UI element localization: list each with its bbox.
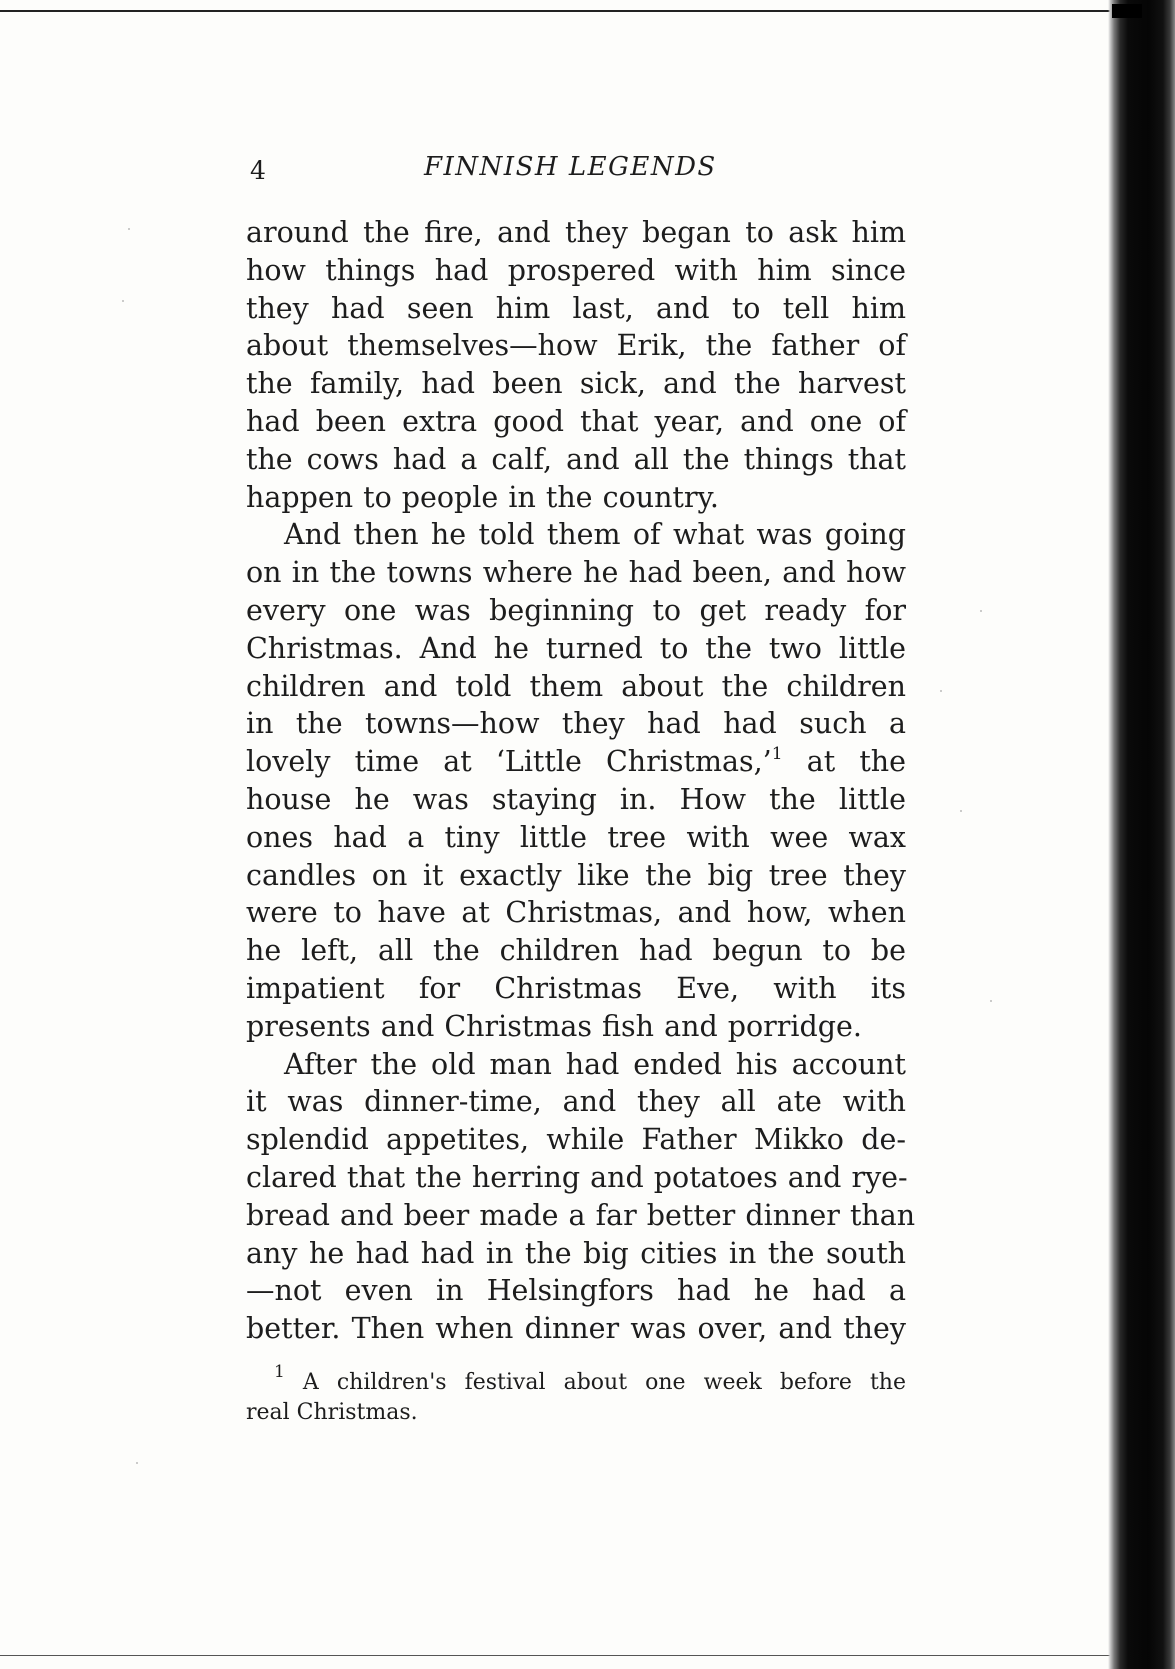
text-line: had been extra good that year, and one of xyxy=(246,404,906,438)
text-line: impatient for Christmas Eve, with its xyxy=(246,971,906,1005)
text-line: about themselves—how Erik, the father of xyxy=(246,329,906,363)
text-line: better. Then when dinner was over, and they xyxy=(246,1312,906,1346)
paper-speck xyxy=(940,690,942,692)
footnote-ref: 1 xyxy=(771,744,783,765)
paragraph-3 xyxy=(246,1046,916,1348)
text-line: any he had had in the big cities in the south xyxy=(246,1236,906,1270)
text-line: it was dinner-time, and they all ate with xyxy=(246,1085,906,1119)
text-line: he left, all the children had begun to be xyxy=(246,934,906,968)
text-line: presents and Christmas fish and porridge. xyxy=(246,1009,862,1043)
running-head: FINNISH LEGENDS xyxy=(424,152,717,182)
text-line: clared that the herring and potatoes and rye- xyxy=(246,1160,908,1194)
text-fragment: lovely time at ‘Little Christmas,’ xyxy=(246,745,772,779)
page-number: 4 xyxy=(250,156,266,185)
text-line: the cows had a calf, and all the things that xyxy=(246,442,906,476)
text-line: After the old man had ended his account xyxy=(284,1047,906,1081)
paper-speck xyxy=(980,610,982,612)
top-rule xyxy=(0,10,1110,12)
text-line: ones had a tiny little tree with wee wax xyxy=(246,820,906,854)
text-line: around the fire, and they began to ask him xyxy=(246,216,906,249)
text-line: house he was staying in. How the little xyxy=(246,782,906,816)
footnote-line xyxy=(246,1362,906,1398)
text-line: on in the towns where he had been, and how xyxy=(246,556,906,590)
paper-speck xyxy=(128,228,130,230)
bottom-rule xyxy=(0,1655,1130,1656)
text-line: Christmas. And he turned to the two little xyxy=(246,631,906,665)
text-line: splendid appetites, while Father Mikko de- xyxy=(246,1123,906,1157)
text-line: they had seen him last, and to tell him xyxy=(246,291,906,325)
text-line: And then he told them of what was going xyxy=(284,518,906,552)
text-line: in the towns—how they had had such a xyxy=(246,707,906,741)
paper-speck xyxy=(136,1462,138,1464)
text-fragment: at the xyxy=(782,745,906,779)
text-line: bread and beer made a far better dinner than xyxy=(246,1198,916,1232)
text-line: —not even in Helsingfors had he had a xyxy=(246,1274,906,1308)
footnote xyxy=(246,1362,906,1428)
footnote-line: real Christmas. xyxy=(246,1400,418,1425)
paragraph-2 xyxy=(246,516,906,1045)
footnote-marker: 1 xyxy=(274,1362,285,1383)
paper-speck xyxy=(122,300,124,302)
text-line: happen to people in the country. xyxy=(246,480,719,514)
text-line: the family, had been sick, and the harvest xyxy=(246,367,906,401)
text-line: candles on it exactly like the big tree they xyxy=(246,858,906,892)
binding-gutter xyxy=(1108,0,1175,1669)
binding-mark xyxy=(1112,4,1142,18)
paper-speck xyxy=(960,810,962,812)
text-line: how things had prospered with him since xyxy=(246,253,906,287)
text-line: children and told them about the children xyxy=(246,669,906,703)
text-line: every one was beginning to get ready for xyxy=(246,593,906,627)
paper-speck xyxy=(990,1000,992,1002)
footnote-text: A children's festival about one week before the xyxy=(284,1370,906,1395)
paragraph-1 xyxy=(246,214,906,516)
text-line: were to have at Christmas, and how, when xyxy=(246,896,906,930)
body-text xyxy=(246,214,916,1348)
text-line-with-footnote-ref xyxy=(246,743,906,781)
